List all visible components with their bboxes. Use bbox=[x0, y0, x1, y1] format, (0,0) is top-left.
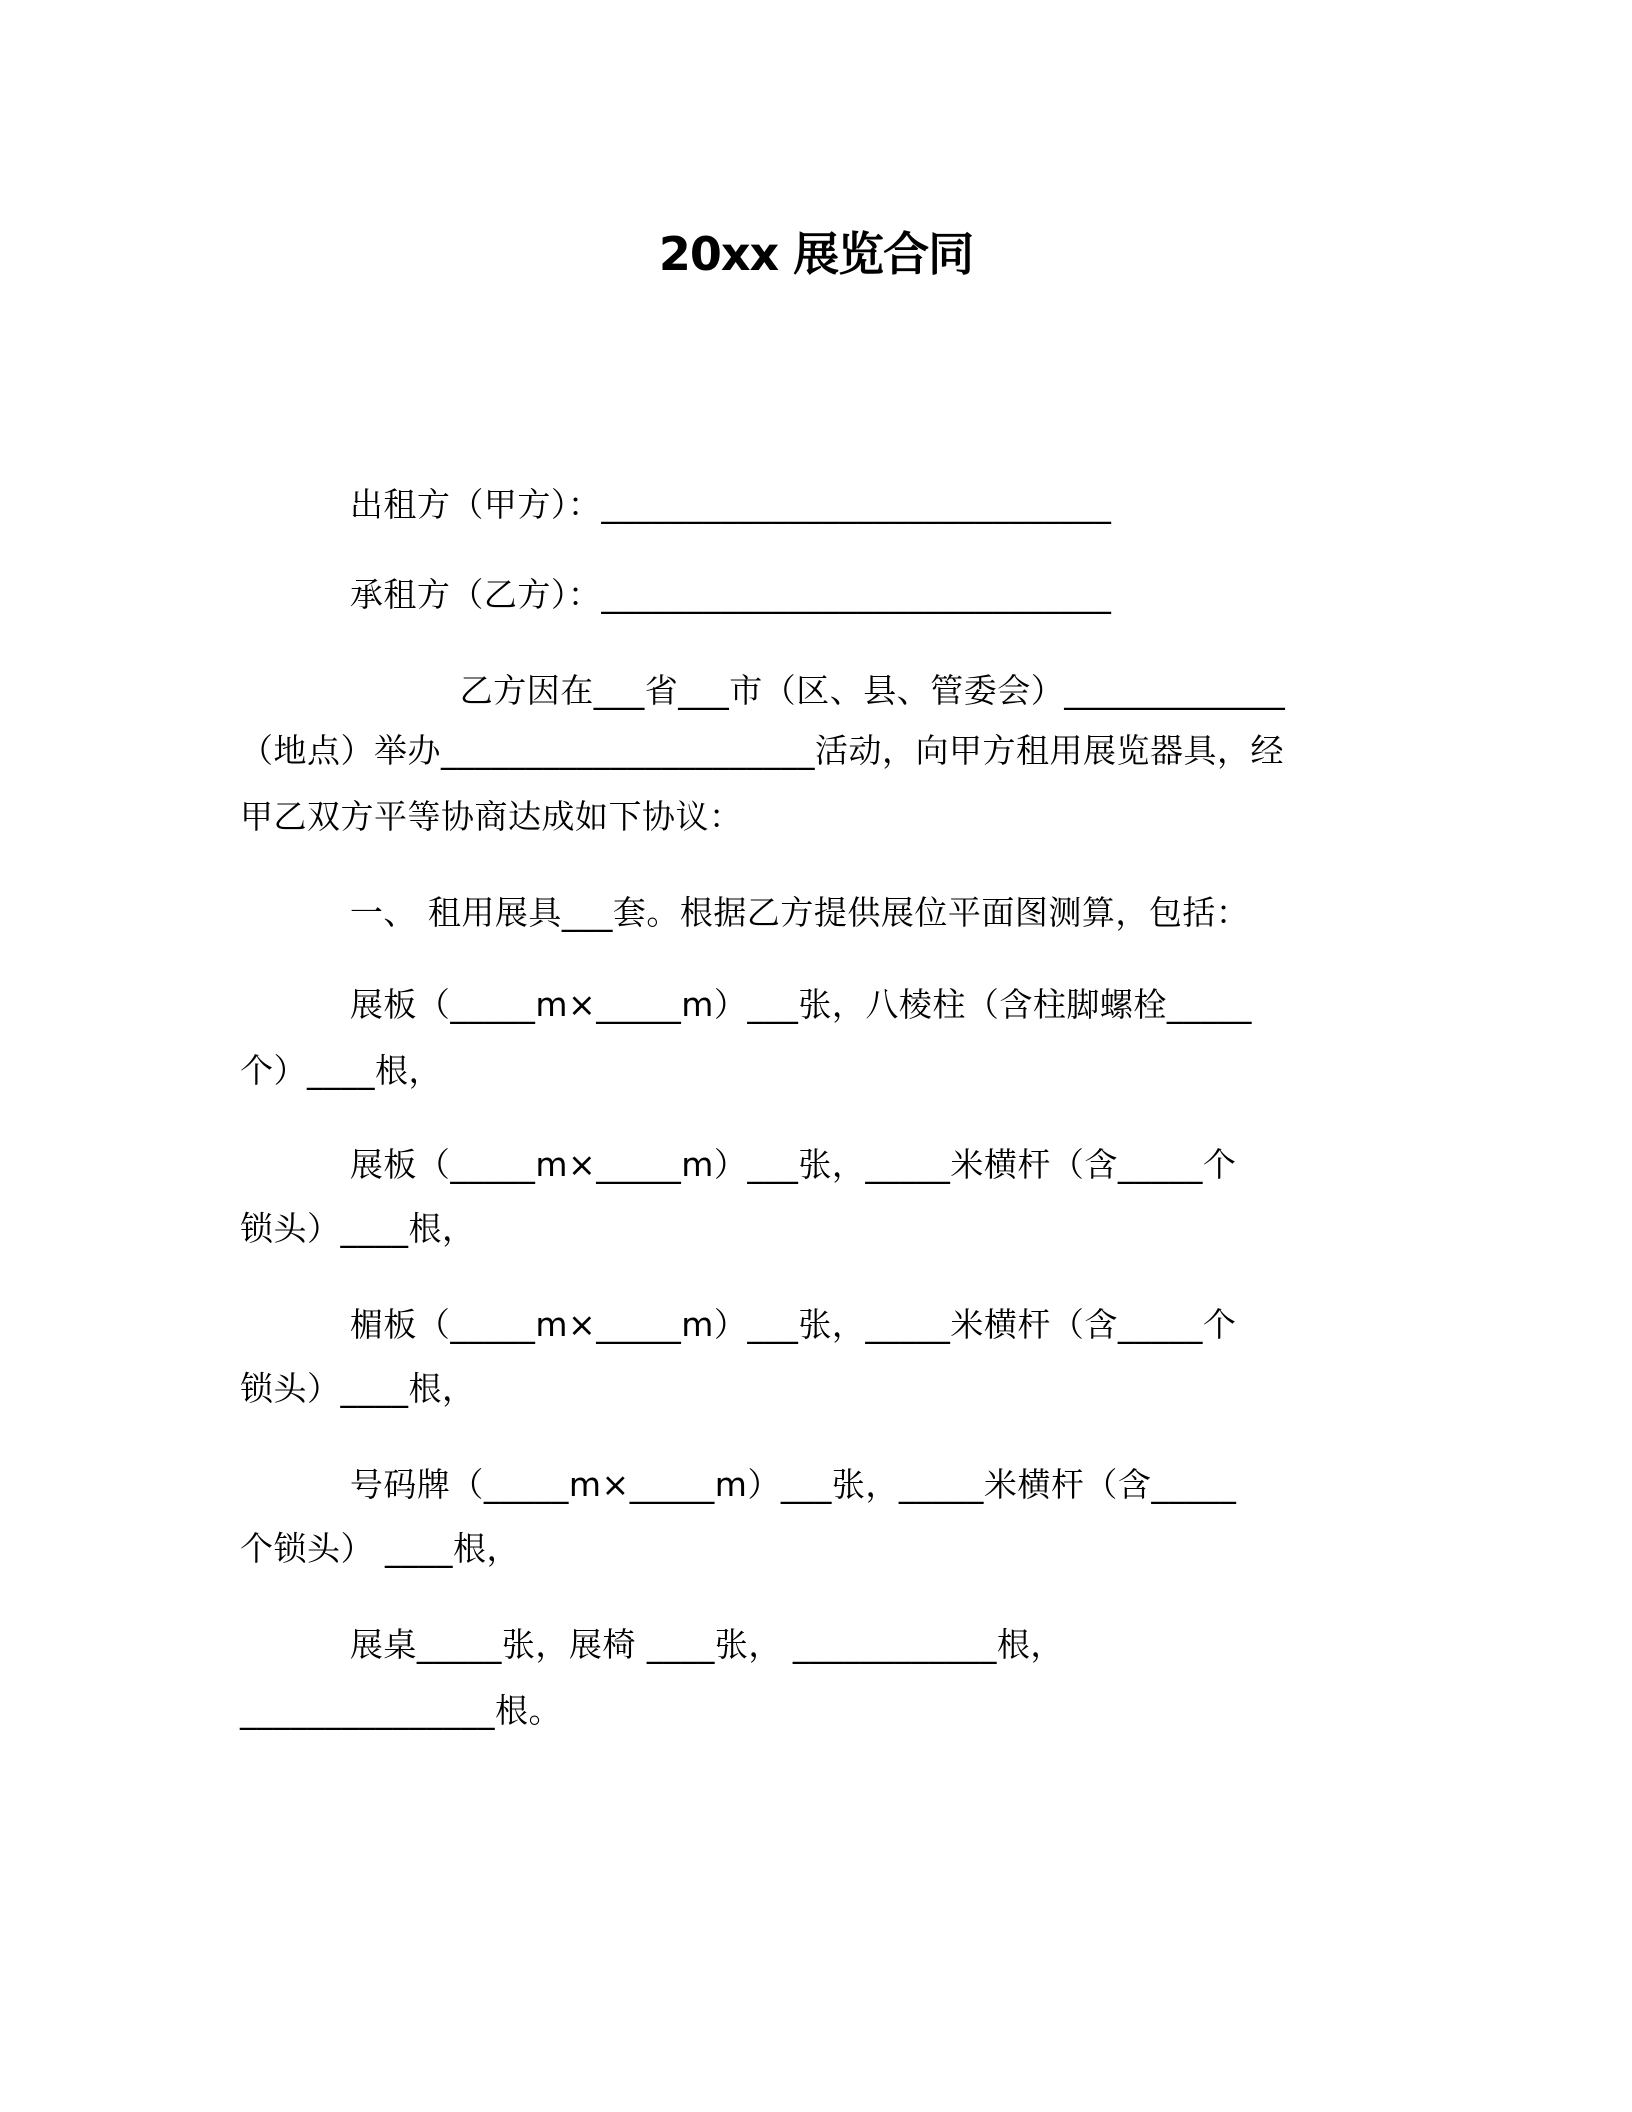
lessor-line: 出租方（甲方）：______________________________ bbox=[240, 485, 1112, 524]
item-number-plate-line-2: 个锁头） ____根， bbox=[240, 1529, 520, 1568]
item-panel-2-line-1: 展板（_____m×_____m）___张，_____米横杆（含_____个 bbox=[240, 1145, 1237, 1184]
intro-line-2: （地点）举办______________________活动，向甲方租用展览器具，经 bbox=[240, 731, 1284, 770]
item-panel-1-line-1: 展板（_____m×_____m）___张，八棱柱（含柱脚螺栓_____ bbox=[240, 985, 1252, 1024]
item-lintel-line-1: 楣板（_____m×_____m）___张，_____米横杆（含_____个 bbox=[240, 1305, 1237, 1344]
item-panel-2-line-2: 锁头）____根， bbox=[240, 1209, 476, 1248]
item-tables-line-1: 展桌_____张，展椅 ____张， ____________根， bbox=[240, 1625, 1064, 1664]
clause-1-heading: 一、 租用展具___套。根据乙方提供展位平面图测算，包括： bbox=[240, 893, 1250, 932]
item-lintel-line-2: 锁头）____根， bbox=[240, 1369, 476, 1408]
item-number-plate-line-1: 号码牌（_____m×_____m）___张，_____米横杆（含_____ bbox=[240, 1465, 1237, 1504]
intro-line-3: 甲乙双方平等协商达成如下协议： bbox=[240, 797, 743, 836]
item-panel-1-line-2: 个）____根， bbox=[240, 1051, 442, 1090]
intro-line-1: 乙方因在___省___市（区、县、管委会）_____________ bbox=[240, 671, 1286, 710]
lessee-line: 承租方（乙方）：______________________________ bbox=[240, 575, 1112, 614]
document-title: 20xx 展览合同 bbox=[658, 227, 974, 281]
item-tables-line-2: _______________根。 bbox=[240, 1691, 562, 1730]
